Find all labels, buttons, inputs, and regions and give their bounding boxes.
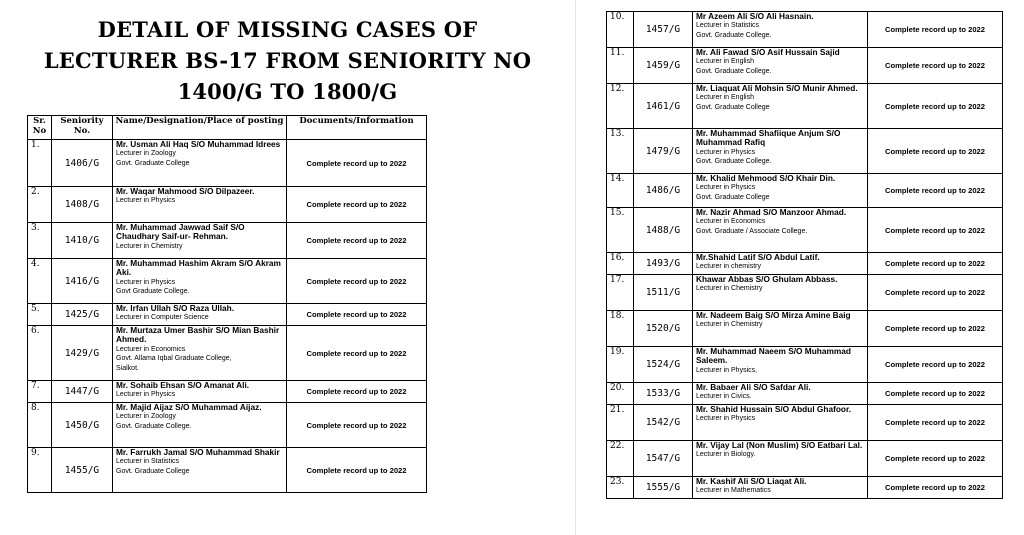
table-row [28,381,427,403]
place-of-posting: Govt. Graduate College [116,467,190,475]
designation: Lecturer in Mathematics [696,487,771,495]
documents-information: Complete record up to 2022 [287,259,427,304]
place-of-posting: Sialkot. [116,364,139,372]
serial-number: 20. [607,383,634,405]
serial-number: 13. [607,129,634,174]
lecturer-name: Mr. Vijay Lal (Non Muslim) S/O Eatbari Lal. [696,440,863,450]
place-of-posting: Govt. Graduate / Associate College. [696,227,808,235]
lecturer-name: Mr. Murtaza Umer Bashir S/O Mian Bashir Ahmed. [116,325,280,345]
seniority-number: 1416/G [52,259,113,304]
designation: Lecturer in chemistry [696,263,761,271]
serial-number: 11. [607,48,634,84]
designation: Lecturer in Statistics [116,458,180,466]
name-designation-cell [693,174,868,208]
designation: Lecturer in Physics [116,197,176,205]
seniority-number: 1406/G [52,140,113,187]
table-row [28,326,427,381]
name-designation-cell [113,326,287,381]
lecturer-name: Mr. Majid Aijaz S/O Muhammad Aijaz. [116,402,262,412]
right-page [576,0,1024,535]
place-of-posting: Govt Graduate College. [116,288,190,296]
documents-information: Complete record up to 2022 [868,477,1003,499]
place-of-posting: Govt. Graduate College. [696,31,772,39]
seniority-number: 1547/G [634,441,693,477]
name-designation-cell [693,441,868,477]
documents-information: Complete record up to 2022 [868,174,1003,208]
designation: Lecturer in Zoology [116,413,176,421]
designation: Lecturer in Chemistry [696,321,763,329]
lecturer-name: Mr. Muhammad Naeem S/O Muhammad Saleem. [696,346,851,366]
place-of-posting: Govt. Graduate College [696,193,770,201]
serial-number: 14. [607,174,634,208]
lecturer-name: Mr. Waqar Mahmood S/O Dilpazeer. [116,186,255,196]
seniority-number: 1408/G [52,187,113,223]
place-of-posting: Govt. Graduate College. [696,67,772,75]
table-row [607,12,1003,48]
serial-number: 8. [28,403,52,448]
serial-number: 15. [607,208,634,253]
name-designation-cell [113,259,287,304]
name-designation-cell [693,253,868,275]
serial-number: 1. [28,140,52,187]
serial-number: 16. [607,253,634,275]
documents-information: Complete record up to 2022 [868,275,1003,311]
documents-information: Complete record up to 2022 [868,383,1003,405]
seniority-number: 1493/G [634,253,693,275]
seniority-number: 1455/G [52,448,113,493]
designation: Lecturer in Physics [116,278,176,286]
seniority-number: 1524/G [634,347,693,383]
seniority-number: 1520/G [634,311,693,347]
lecturer-name: Mr. Usman Ali Haq S/O Muhammad Idrees [116,139,281,149]
designation: Lecturer in Economics [116,345,186,353]
lecturer-name: Mr. Shahid Hussain S/O Abdul Ghafoor. [696,404,852,414]
table-row [28,223,427,259]
table-row [607,48,1003,84]
documents-information: Complete record up to 2022 [287,403,427,448]
table-row [607,383,1003,405]
serial-number: 9. [28,448,52,493]
lecturer-name: Mr. Farrukh Jamal S/O Muhammad Shakir [116,447,280,457]
lecturer-name: Mr. Sohaib Ehsan S/O Amanat Ali. [116,380,250,390]
table-row [607,347,1003,383]
name-designation-cell [693,275,868,311]
documents-information: Complete record up to 2022 [868,208,1003,253]
documents-information: Complete record up to 2022 [868,84,1003,129]
seniority-number: 1511/G [634,275,693,311]
lecturer-name: Mr Azeem Ali S/O Ali Hasnain. [696,11,814,21]
table-row [607,405,1003,441]
designation: Lecturer in Civics. [696,393,752,401]
lecturer-name: Mr. Nadeem Baig S/O Mirza Amine Baig [696,310,851,320]
name-designation-cell [113,448,287,493]
designation: Lecturer in Statistics [696,22,760,30]
designation: Lecturer in Chemistry [696,285,763,293]
table-row [607,477,1003,499]
designation: Lecturer in Biology. [696,451,756,459]
documents-information: Complete record up to 2022 [868,347,1003,383]
name-designation-cell [693,12,868,48]
seniority-number: 1479/G [634,129,693,174]
documents-information: Complete record up to 2022 [287,140,427,187]
designation: Lecturer in Computer Science [116,314,209,322]
missing-cases-table-left [27,115,427,493]
documents-information: Complete record up to 2022 [868,405,1003,441]
table-row [28,448,427,493]
table-row [28,187,427,223]
header-name: Name/Designation/Place of posting [113,116,287,140]
lecturer-name: Mr.Shahid Latif S/O Abdul Latif. [696,252,820,262]
lecturer-name: Mr. Nazir Ahmad S/O Manzoor Ahmad. [696,207,847,217]
designation: Lecturer in English [696,58,754,66]
header-sr: Sr. No [28,116,52,140]
seniority-number: 1555/G [634,477,693,499]
serial-number: 23. [607,477,634,499]
lecturer-name: Mr. Irfan Ullah S/O Raza Ullah. [116,303,235,313]
table-body-right [607,12,1003,499]
lecturer-name: Mr. Ali Fawad S/O Asif Hussain Sajid [696,47,840,57]
designation: Lecturer in Physics [116,391,176,399]
lecturer-name: Khawar Abbas S/O Ghulam Abbass. [696,274,838,284]
name-designation-cell [113,140,287,187]
lecturer-name: Mr. Muhammad Shafiique Anjum S/O Muhammad Rafiq [696,128,841,148]
seniority-number: 1461/G [634,84,693,129]
designation: Lecturer in Economics [696,218,766,226]
name-designation-cell [693,405,868,441]
table-row [607,208,1003,253]
seniority-number: 1459/G [634,48,693,84]
designation: Lecturer in Physics, [696,366,758,374]
name-designation-cell [113,223,287,259]
seniority-number: 1488/G [634,208,693,253]
serial-number: 3. [28,223,52,259]
lecturer-name: Mr. Muhammad Hashim Akram S/O Akram Aki. [116,258,281,278]
name-designation-cell [693,311,868,347]
serial-number: 5. [28,304,52,326]
designation: Lecturer in Zoology [116,150,176,158]
name-designation-cell [693,383,868,405]
seniority-number: 1542/G [634,405,693,441]
lecturer-name: Mr. Babaer Ali S/O Safdar Ali. [696,382,811,392]
seniority-number: 1429/G [52,326,113,381]
place-of-posting: Govt. Graduate College. [696,158,772,166]
serial-number: 7. [28,381,52,403]
seniority-number: 1533/G [634,383,693,405]
designation: Lecturer in Physics [696,415,756,423]
place-of-posting: Govt. Graduate College [696,103,770,111]
name-designation-cell [693,208,868,253]
designation: Lecturer in Chemistry [116,242,183,250]
serial-number: 18. [607,311,634,347]
header-documents: Documents/Information [287,116,427,140]
seniority-number: 1486/G [634,174,693,208]
lecturer-name: Mr. Khalid Mehmood S/O Khair Din. [696,173,836,183]
serial-number: 21. [607,405,634,441]
seniority-number: 1450/G [52,403,113,448]
name-designation-cell [113,381,287,403]
table-row [28,403,427,448]
table-row [607,84,1003,129]
documents-information: Complete record up to 2022 [868,129,1003,174]
missing-cases-table-right [606,11,1003,499]
documents-information: Complete record up to 2022 [868,253,1003,275]
documents-information: Complete record up to 2022 [287,223,427,259]
table-row [607,253,1003,275]
serial-number: 4. [28,259,52,304]
place-of-posting: Govt. Graduate College [116,159,190,167]
table-row [607,129,1003,174]
designation: Lecturer in Physics [696,148,756,156]
serial-number: 6. [28,326,52,381]
table-row [607,311,1003,347]
lecturer-name: Mr. Kashif Ali S/O Liaqat Ali. [696,476,807,486]
name-designation-cell [693,347,868,383]
header-seniority: Seniority No. [52,116,113,140]
lecturer-name: Mr. Muhammad Jawwad Saif S/O Chaudhary Saif-ur- Rehman. [116,222,245,242]
serial-number: 19. [607,347,634,383]
table-header-row [28,116,427,140]
table-row [607,174,1003,208]
document-title: DETAIL OF MISSING CASES OF LECTURER BS-17 FROM SENIORITY NO 1400/G TO 1800/G [43,17,532,104]
serial-number: 17. [607,275,634,311]
documents-information: Complete record up to 2022 [287,448,427,493]
name-designation-cell [693,477,868,499]
designation: Lecturer in Physics [696,184,756,192]
table-body-left [28,140,427,493]
table-row [28,140,427,187]
serial-number: 12. [607,84,634,129]
table-row [607,275,1003,311]
documents-information: Complete record up to 2022 [287,187,427,223]
seniority-number: 1447/G [52,381,113,403]
seniority-number: 1425/G [52,304,113,326]
table-row [28,259,427,304]
seniority-number: 1410/G [52,223,113,259]
seniority-number: 1457/G [634,12,693,48]
lecturer-name: Mr. Liaquat Ali Mohsin S/O Munir Ahmed. [696,83,858,93]
name-designation-cell [693,48,868,84]
documents-information: Complete record up to 2022 [868,48,1003,84]
serial-number: 22. [607,441,634,477]
name-designation-cell [693,129,868,174]
serial-number: 2. [28,187,52,223]
serial-number: 10. [607,12,634,48]
documents-information: Complete record up to 2022 [868,12,1003,48]
designation: Lecturer in English [696,94,754,102]
name-designation-cell [113,304,287,326]
name-designation-cell [113,187,287,223]
documents-information: Complete record up to 2022 [868,311,1003,347]
name-designation-cell [693,84,868,129]
documents-information: Complete record up to 2022 [287,381,427,403]
documents-information: Complete record up to 2022 [287,304,427,326]
place-of-posting: Govt. Allama Iqbal Graduate College, [116,355,232,363]
place-of-posting: Govt. Graduate College. [116,422,192,430]
table-row [607,441,1003,477]
documents-information: Complete record up to 2022 [868,441,1003,477]
table-row [28,304,427,326]
documents-information: Complete record up to 2022 [287,326,427,381]
name-designation-cell [113,403,287,448]
